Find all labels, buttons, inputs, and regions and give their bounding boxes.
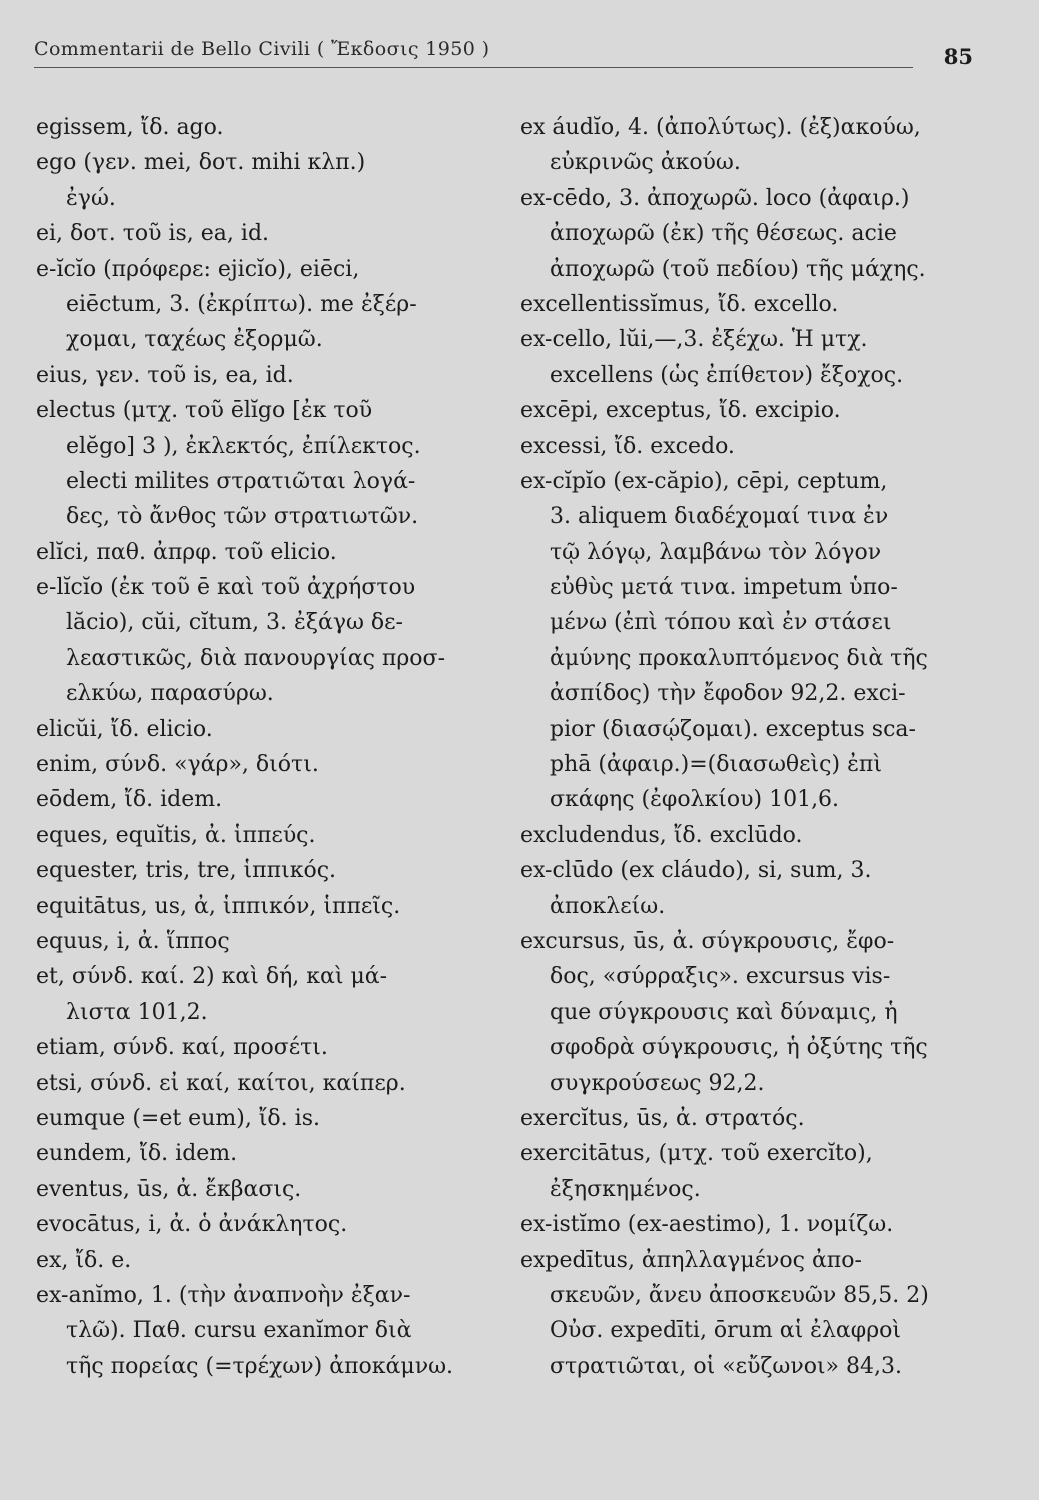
entry-line: elĭci, παθ. ἀπρφ. τοῦ elicio. (36, 539, 337, 565)
entry-line: ex-clūdo (ex cláudo), si, sum, 3. (520, 858, 872, 884)
entry-line: λιστα 101,2. (66, 999, 208, 1025)
right-column (520, 110, 980, 1384)
entry-line: enim, σύνδ. «γάρ», διότι. (36, 752, 319, 778)
entry-line: excursus, ūs, ἀ. σύγκρουσις, ἔφο- (520, 928, 895, 954)
entry-line: excludendus, ἴδ. exclūdo. (520, 822, 803, 848)
entry-line: elĕgo] 3 ), ἐκλεκτός, ἐπίλεκτος. (66, 433, 421, 459)
entry-line: equitātus, us, ἀ, ἱππικόν, ἱππεῖς. (36, 893, 401, 919)
entry-line: evocātus, i, ἀ. ὁ ἀνάκλητος. (36, 1212, 348, 1238)
entry-line: que σύγκρουσις καὶ δύναμις, ἡ (550, 999, 898, 1025)
entry-line: ex-istĭmo (ex-aestimo), 1. νομίζω. (520, 1212, 894, 1238)
header-rule (34, 67, 913, 68)
entry-line: excellentissĭmus, ἴδ. excello. (520, 291, 839, 317)
entry-line: etiam, σύνδ. καί, προσέτι. (36, 1035, 328, 1061)
entry-line: 3. aliquem διαδέχομαί τινα ἐν (550, 504, 889, 530)
entry-line: lăcio), cŭi, cĭtum, 3. ἐξάγω δε- (66, 610, 403, 636)
page-header (34, 30, 973, 70)
entry-line: εὐκρινῶς ἀκούω. (550, 150, 741, 176)
entry-line: ex-anĭmo, 1. (τὴν ἀναπνοὴν ἐξαν- (36, 1282, 411, 1308)
left-column (36, 110, 484, 1384)
entry-line: pior (διασῴζομαι). exceptus sca- (550, 716, 916, 742)
entry-line: egissem, ἴδ. ago. (36, 115, 224, 140)
entry-line: eventus, ūs, ἀ. ἔκβασις. (36, 1176, 302, 1202)
entry-line: ei, δοτ. τοῦ is, ea, id. (36, 221, 270, 247)
entry-line: excēpi, exceptus, ἴδ. excipio. (520, 398, 841, 424)
entry-line: excellens (ὡς ἐπίθετον) ἔξοχος. (550, 362, 904, 388)
entry-line: eiēctum, 3. (ἐκρίπτω). me ἐξέρ- (66, 291, 417, 317)
entry-line: ex-cello, lŭi,—,3. ἐξέχω. Ἡ μτχ. (520, 327, 868, 353)
entry-line: ex, ἴδ. e. (36, 1247, 132, 1273)
entry-line: λεαστικῶς, διὰ πανουργίας προσ- (66, 645, 446, 671)
entry-line: ελκύω, παρασύρω. (66, 681, 274, 707)
entry-line: ἐξησκημένος. (550, 1176, 701, 1202)
entry-line: ἐγώ. (66, 185, 116, 211)
entry-line: εὐθὺς μετά τινα. impetum ὑπο- (550, 575, 898, 601)
entry-line: e-lĭcĭo (ἐκ τοῦ ē καὶ τοῦ ἀχρήστου (36, 575, 416, 601)
entry-line: ex-cĭpĭo (ex-căpio), cēpi, ceptum, (520, 468, 888, 494)
entry-line: δος, «σύρραξις». excursus vis- (550, 964, 891, 990)
entry-line: ex-cēdo, 3. ἀποχωρῶ. loco (ἀφαιρ.) (520, 185, 910, 211)
entry-line: eques, equĭtis, ἀ. ἱππεύς. (36, 822, 316, 848)
entry-line: τλῶ). Παθ. cursu exanĭmor διὰ (66, 1318, 412, 1344)
entry-line: et, σύνδ. καί. 2) καὶ δή, καὶ μά- (36, 964, 388, 990)
entry-line: μένω (ἐπὶ τόπου καὶ ἐν στάσει (550, 610, 892, 636)
entry-line: ego (γεν. mei, δοτ. mihi κλπ.) (36, 150, 366, 176)
entry-line: expedītus, ἀπηλλαγμένος ἀπο- (520, 1247, 862, 1273)
entry-line: equester, tris, tre, ἱππικός. (36, 858, 337, 884)
entry-line: phā (ἀφαιρ.)=(διασωθεὶς) ἐπὶ (550, 752, 882, 778)
entry-line: σκευῶν, ἄνευ ἀποσκευῶν 85,5. 2) (550, 1282, 929, 1308)
entry-line: ἀποχωρῶ (ἐκ) τῆς θέσεως. acie (550, 221, 897, 247)
entry-line: ex áudĭo, 4. (ἀπολύτως). (ἐξ)ακούω, (520, 115, 921, 140)
entry-line: τῷ λόγῳ, λαμβάνω τὸν λόγον (550, 539, 882, 565)
entry-line: eōdem, ἴδ. idem. (36, 787, 223, 813)
entry-line: τῆς πορείας (=τρέχων) ἀποκάμνω. (66, 1353, 454, 1379)
entry-line: eius, γεν. τοῦ is, ea, id. (36, 362, 294, 388)
entry-line: elicŭi, ἴδ. elicio. (36, 716, 213, 742)
entry-line: σκάφης (ἐφολκίου) 101,6. (550, 787, 840, 813)
entry-line: exercitātus, (μτχ. τοῦ exercĭto), (520, 1141, 873, 1167)
entry-line: συγκρούσεως 92,2. (550, 1070, 765, 1096)
entry-line: electus (μτχ. τοῦ ēlĭgo [ἐκ τοῦ (36, 398, 373, 424)
entry-line: e-ĭcĭo (πρόφερε: ejicĭo), eiēci, (36, 256, 360, 282)
entry-line: ἀποκλείω. (550, 893, 666, 919)
entry-line: exercĭtus, ūs, ἀ. στρατός. (520, 1105, 805, 1131)
running-title: Commentarii de Bello Civili ( Ἔκδοσις 1950 ) (34, 38, 490, 60)
entry-line: Οὐσ. expedīti, ōrum αἱ ἐλαφροὶ (550, 1318, 902, 1344)
entry-line: eumque (=et eum), ἴδ. is. (36, 1105, 320, 1131)
entry-line: excessi, ἴδ. excedo. (520, 433, 735, 459)
entry-line: ἀποχωρῶ (τοῦ πεδίου) τῆς μάχης. (550, 256, 926, 282)
entry-line: ἀμύνης προκαλυπτόμενος διὰ τῆς (550, 645, 928, 671)
entry-line: etsi, σύνδ. εἰ καί, καίτοι, καίπερ. (36, 1070, 406, 1096)
entry-line: eundem, ἴδ. idem. (36, 1141, 238, 1167)
entry-line: equus, i, ἀ. ἵππος (36, 928, 230, 954)
entry-line: δες, τὸ ἄνθος τῶν στρατιωτῶν. (66, 504, 419, 530)
entry-line: χομαι, ταχέως ἐξορμῶ. (66, 327, 323, 353)
entry-line: σφοδρὰ σύγκρουσις, ἡ ὀξύτης τῆς (550, 1035, 928, 1061)
entry-line: στρατιῶται, οἱ «εὔζωνοι» 84,3. (550, 1353, 902, 1379)
entry-line: electi milites στρατιῶται λογά- (66, 468, 416, 494)
entry-line: ἀσπίδος) τὴν ἔφοδον 92,2. exci- (550, 681, 906, 707)
page-number: 85 (943, 44, 973, 69)
